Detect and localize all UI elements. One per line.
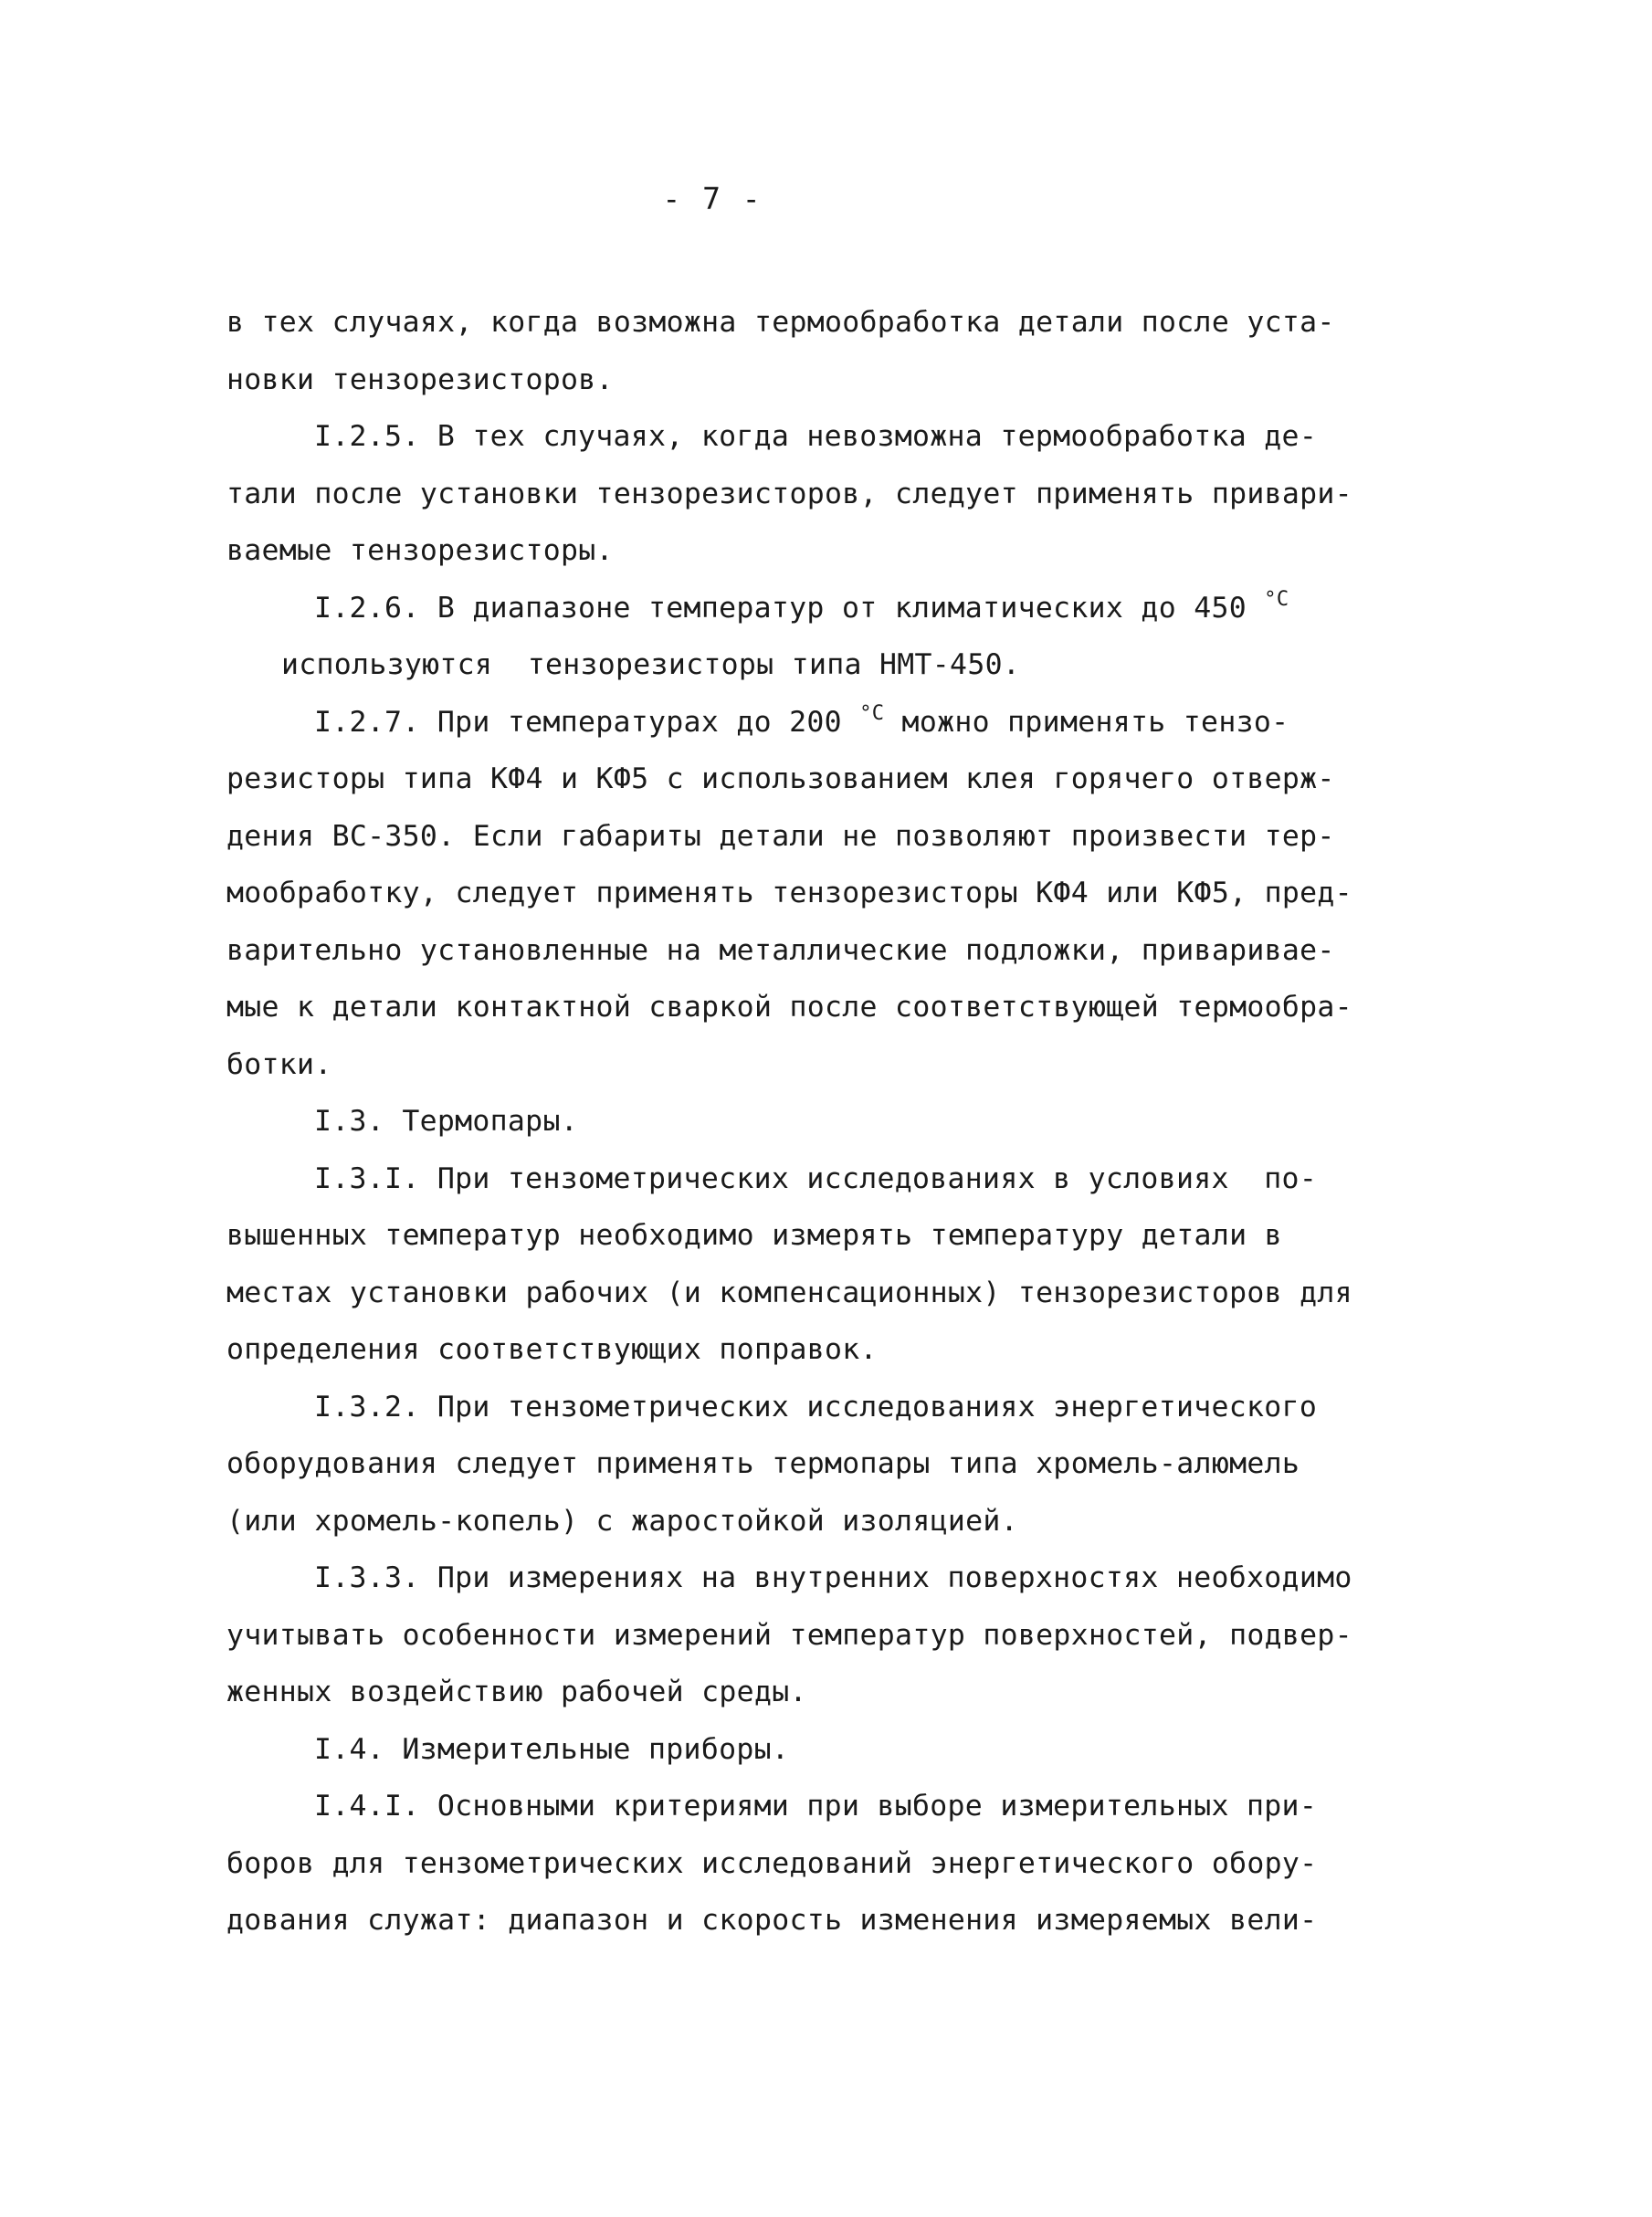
text-line: новки тензорезисторов. [226,362,614,396]
paragraph-1-3-2-start: I.3.2. При тензометрических исследованиях энергетического [314,1390,1318,1424]
text-line: ваемые тензорезисторы. [226,534,614,567]
degree-celsius: °С [1264,587,1289,611]
text-line: мообработку, следует применять тензорезисторы КФ4 или КФ5, пред- [226,877,1352,909]
paragraph-1-3-3-start: I.3.3. При измерениях на внутренних поверхностях необходимо [314,1561,1352,1594]
text-line: определения соответствующих поправок. [226,1333,878,1366]
body-text [226,294,1363,1949]
text-line: мые к детали контактной сваркой после соответствующей термообра- [226,991,1352,1024]
text-line: тали после установки тензорезисторов, следует применять привари- [226,477,1352,510]
text-line: в тех случаях, когда возможна термообработка детали после уста- [226,306,1335,339]
paragraph-1-3-1-start: I.3.I. При тензометрических исследованиях в условиях по- [314,1161,1318,1195]
text-line: оборудования следует применять термопары типа хромель-алюмель [226,1447,1300,1480]
text-line: дования служат: диапазон и скорость изменения измеряемых вели- [226,1904,1318,1937]
paragraph-1-2-6-start [226,580,1363,637]
text-fragment: I.2.6. В диапазоне температур от климатических до 450 [314,591,1265,625]
section-heading-1-4: I.4. Измерительные приборы. [314,1732,790,1766]
text-line: боров для тензометрических исследований энергетического обору- [226,1846,1318,1880]
text-line: варительно установленные на металлические подложки, привариваe- [226,933,1335,967]
text-line: ботки. [226,1047,332,1081]
text-line: дения ВС-350. Если габариты детали не позволяют произвести тер- [226,819,1335,853]
text-fragment: I.2.7. При температурах до 200 [314,705,860,739]
paragraph-1-2-7-start [226,694,1363,751]
text-line: (или хромель-копель) с жаростойкой изоляцией. [226,1504,1018,1538]
paragraph-1-2-5-start: I.2.5. В тех случаях, когда невозможна термообработка де- [314,420,1318,453]
text-line: местах установки рабочих (и компенсационных) тензорезисторов для [226,1276,1352,1309]
section-heading-1-3: I.3. Термопары. [314,1105,578,1138]
text-line: вышенных температур необходимо измерять температуру детали в [226,1219,1282,1252]
text-line: женных воздействию рабочей среды. [226,1676,807,1708]
text-line: резисторы типа КФ4 и КФ5 с использованием клея горячего отверж- [226,762,1335,795]
page-number: - 7 - [662,181,763,216]
degree-celsius: °С [859,701,885,725]
text-line: учитывать особенности измерений температур поверхностей, подвер- [226,1618,1352,1652]
paragraph-1-4-1-start: I.4.I. Основными критериями при выборе измерительных при- [314,1790,1318,1823]
text-fragment: можно применять тензо- [884,705,1289,739]
text-line: используются тензорезисторы типа НМТ-450. [281,648,1021,681]
